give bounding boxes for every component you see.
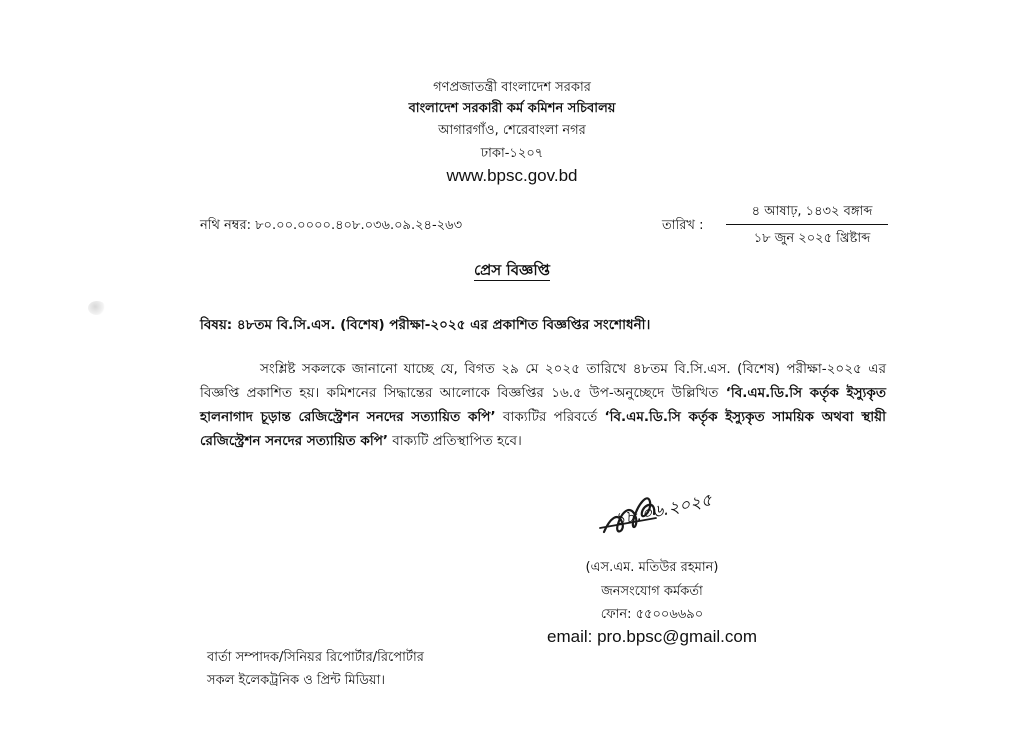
press-release-title: প্রেস বিজ্ঞপ্তি xyxy=(473,261,551,279)
memo-reference xyxy=(200,218,462,234)
signatory-email: email: pro.bpsc@gmail.com xyxy=(547,627,757,646)
signatory-phone: ফোন: ৫৫০০৬৬৯০ xyxy=(600,607,704,622)
signatory-designation: জনসংযোগ কর্মকর্তা xyxy=(601,584,703,599)
recipients-line-2: সকল ইলেকট্রনিক ও প্রিন্ট মিডিয়া। xyxy=(207,673,385,688)
header-website: www.bpsc.gov.bd xyxy=(446,166,578,185)
signature-date: ১৮.০৬.২০২৫ xyxy=(612,490,714,531)
page-title xyxy=(0,259,1024,284)
date-gregorian: ১৮ জুন ২০২৫ খ্রিষ্টাব্দ xyxy=(753,231,871,246)
body-text-1: সংশ্লিষ্ট সকলকে জানানো যাচ্ছে যে, বিগত ২৯ মে ২০২৫ তারিখে ৪৮তম বি.সি.এস. (বিশেষ) পরীক্ষা-২০২৫ এর বিজ্ঞপ্তি প্রকাশিত হয়। কমিশনের সিদ্ধান্তের আলোকে বিজ্ঞপ্তির ১৬.৫ উপ-অনুচ্ছেদে উল্লিখিত xyxy=(200,361,886,401)
subject-line: বিষয়: ৪৮তম বি.সি.এস. (বিশেষ) পরীক্ষা-২০২৫ এর প্রকাশিত বিজ্ঞপ্তির সংশোধনী। xyxy=(200,317,651,333)
memo-label: নথি নম্বর: xyxy=(200,218,251,233)
header-address-line: আগারগাঁও, শেরেবাংলা নগর xyxy=(438,123,586,138)
scan-smudge xyxy=(88,301,106,315)
signatory-name: (এস.এম. মতিউর রহমান) xyxy=(585,560,719,575)
body-bold-phrase-new: ‘বি.এম.ডি.সি কর্তৃক ইস্যুকৃত সাময়িক অথবা স্থায়ী রেজিস্ট্রেশন সনদের সত্যায়িত কপি’ xyxy=(200,409,886,449)
memo-number: ৮০.০০.০০০০.৪০৮.০৩৬.০৯.২৪-২৬৩ xyxy=(255,218,463,233)
header-govt-line: গণপ্রজাতন্ত্রী বাংলাদেশ সরকার xyxy=(433,80,591,95)
body-bold-phrase-old: ‘বি.এম.ডি.সি কর্তৃক ইস্যুকৃত হালনাগাদ চূড়ান্ত রেজিস্ট্রেশন সনদের সত্যায়িত কপি’ xyxy=(200,385,886,425)
body-text-3: বাক্যটি প্রতিস্থাপিত হবে। xyxy=(388,433,522,449)
header-city-line: ঢাকা-১২০৭ xyxy=(480,146,544,161)
date-label: তারিখ : xyxy=(662,218,704,233)
body-paragraph xyxy=(200,357,886,453)
header-commission-name: বাংলাদেশ সরকারী কর্ম কমিশন সচিবালয় xyxy=(408,101,616,116)
recipients-line-1: বার্তা সম্পাদক/সিনিয়র রিপোর্টার/রিপোর্টার xyxy=(207,650,424,665)
body-text-2: বাক্যটির পরিবর্তে xyxy=(495,409,605,425)
date-bangla: ৪ আষাঢ়, ১৪৩২ বঙ্গাব্দ xyxy=(751,204,873,219)
date-divider xyxy=(726,224,888,225)
